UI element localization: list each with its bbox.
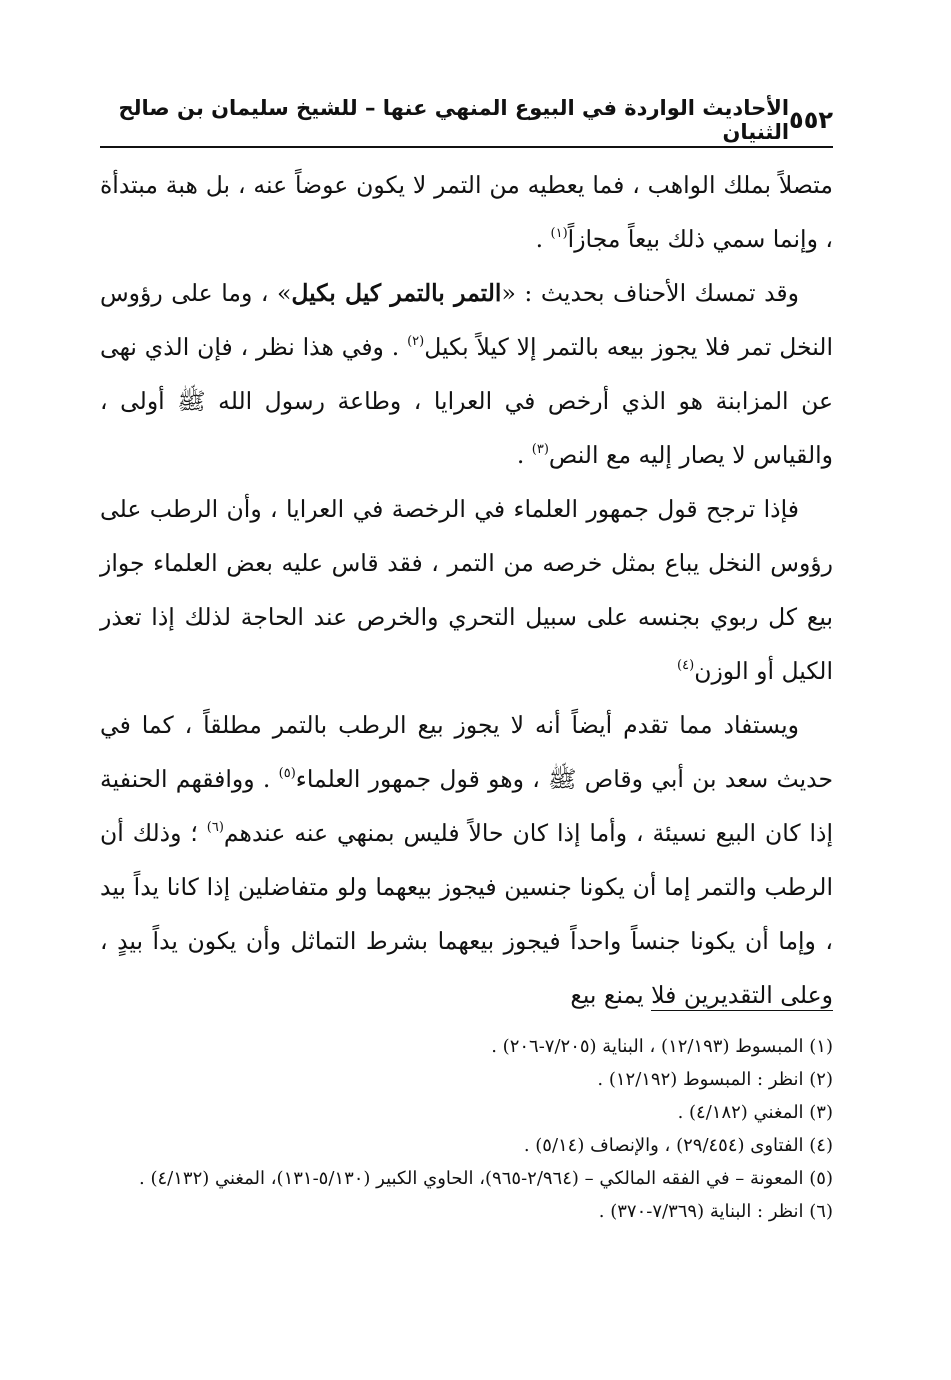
footnote-ref-5: (٥): [278, 766, 296, 781]
hadith-quote: التمر بالتمر كيل بكيل: [291, 279, 502, 307]
paragraph-3-text: فإذا ترجح قول جمهور العلماء في الرخصة في العرايا ، وأن الرطب على رؤوس النخل يباع بمثل خرصه من التمر ، فقد قاس عليه بعض العلماء جواز بيع كل ربوي بجنسه على سبيل التحري والخرص عند الحاجة لذلك إذا تعذر الكيل أو الوزن: [100, 495, 833, 685]
footnote-ref-1: (١): [550, 226, 568, 241]
paragraph-3: [100, 482, 833, 698]
running-title: الأحاديث الواردة في البيوع المنهي عنها – للشيخ سليمان بن صالح الثنيان: [118, 96, 790, 144]
footnote-ref-4: (٤): [677, 658, 695, 673]
footnote-2: (٢) انظر : المبسوط (١٢/١٩٢) .: [597, 1069, 833, 1090]
paragraph-2-text-c: . وفي هذا نظر ، فإن الذي نهى عن المزابنة هو الذي أرخص في العرايا ، وطاعة رسول الله ﷺ أولى ، والقياس لا يصار إليه مع النص: [100, 333, 833, 469]
footnote-3: (٣) المغني (٤/١٨٢) .: [677, 1102, 833, 1123]
paragraph-1-end: .: [535, 225, 551, 253]
page-number: ٥٥٢: [789, 106, 833, 134]
footnotes: [100, 1030, 833, 1228]
footnote-ref-6: (٦): [206, 820, 224, 835]
paragraph-2: [100, 266, 833, 482]
footnote-5: (٥) المعونة – في الفقه المالكي – (٢/٩٦٤-٩٦٥)، الحاوي الكبير (٥/١٣٠-١٣١)، المغني (٤/١٣٢) .: [139, 1168, 833, 1189]
paragraph-1-text: متصلاً بملك الواهب ، فما يعطيه من التمر لا يكون عوضاً عنه ، بل هبة مبتدأة ، وإنما سمي ذلك بيعاً مجازاً: [100, 171, 833, 253]
paragraph-4: [100, 698, 833, 1022]
main-text: [100, 158, 833, 1022]
paragraph-2-text-a: وقد تمسك الأحناف بحديث : «: [501, 279, 800, 307]
running-header: [100, 98, 833, 142]
paragraph-4-text-c: ؛ وذلك أن الرطب والتمر إما أن يكونا جنسين فيجوز بيعهما ولو متفاضلين إذا كانا يداً بيد ، وإما أن يكونا جنساً واحداً فيجوز بيعهما بشرط التماثل وأن يكون يداً بيدٍ ، وعلى التقديرين فلا يمنع بيع: [100, 819, 833, 1009]
paragraph-1: [100, 158, 833, 266]
paragraph-2-text-b: » ، وما على رؤوس النخل تمر فلا يجوز بيعه بالتمر إلا كيلاً بكيل: [100, 279, 833, 361]
footnote-ref-3: (٣): [531, 442, 549, 457]
paragraph-2-end: .: [516, 441, 532, 469]
header-rule: [100, 146, 833, 148]
footnote-1: (١) المبسوط (١٢/١٩٣) ، البناية (٧/٢٠٥-٢٠٦) .: [491, 1036, 833, 1057]
footnote-4: (٤) الفتاوى (٢٩/٤٥٤) ، والإنصاف (٥/١٤) .: [523, 1135, 833, 1156]
paragraph-4-text-a: ويستفاد مما تقدم أيضاً أنه لا يجوز بيع الرطب بالتمر مطلقاً ، كما في حديث سعد بن أبي وقاص ﷺ ، وهو قول جمهور العلماء: [100, 711, 833, 793]
paragraph-4-text-b: . ووافقهم الحنفية إذا كان البيع نسيئة ، وأما إذا كان حالاً فليس بمنهي عنه عندهم: [100, 765, 833, 847]
footnote-separator: [651, 1010, 833, 1011]
footnote-6: (٦) انظر : البناية (٧/٣٦٩-٣٧٠) .: [598, 1201, 833, 1222]
footnote-ref-2: (٢): [407, 334, 425, 349]
